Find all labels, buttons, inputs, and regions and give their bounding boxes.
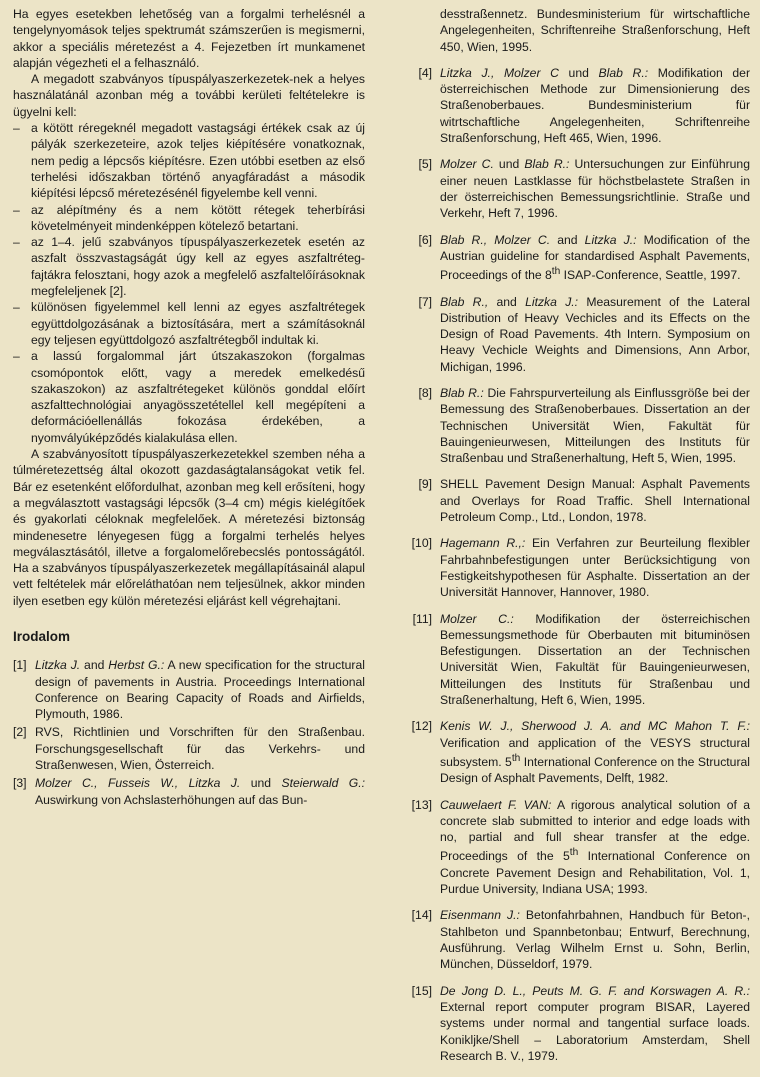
dash-bullet: – — [13, 349, 20, 364]
reference-authors: Molzer C. — [440, 157, 494, 172]
reference-connector: und — [558, 65, 599, 80]
reference-authors: Molzer C., Fusseis W., Litzka J. — [35, 776, 241, 791]
reference-number: [10] — [411, 536, 432, 551]
reference-item — [13, 724, 365, 773]
reference-item — [402, 294, 750, 375]
reference-authors: Blab R.: — [524, 157, 570, 172]
reference-continuation: desstraßennetz. Bundesministerium für wirtschaftliche Angelegenheiten, Schriftenreihe Straßenforschung, Heft 450, Wien, 1995. — [440, 7, 750, 54]
reference-text: RVS, Richtlinien und Vorschriften für den Straßenbau. Forschungsgesellschaft für das Verkehrs- und Straßenwesen, Wien, Österreich. — [35, 725, 365, 773]
superscript: th — [511, 752, 521, 764]
reference-text: Modification of the Austrian guideline for standardised Asphalt Pavements, Proceedings of the 8 — [440, 232, 750, 283]
intro-paragraph: Ha egyes esetekben lehetőség van a forgalmi terhelésnél a tengelynyomások teljes spektrumát számszerűen is megismerni, akkor a speciális méretezést a 4. Fejezetben írt munkamenet alapján végezheti el a felhasználó. — [13, 7, 365, 70]
reference-number: [11] — [412, 611, 432, 626]
superscript: th — [551, 266, 561, 278]
reference-authors: Molzer C.: — [440, 611, 514, 626]
reference-text: Auswirkung von Achslasterhöhungen auf das Bun- — [35, 792, 308, 807]
reference-text: Untersuchungen zur Einführung einer neuen Lastklasse für höchstbelastete Straßen in der österreichischen Bemessungsrichtlinie. Straße und Verkehr, Heft 7, 1996. — [440, 157, 750, 221]
reference-number: [4] — [418, 65, 432, 80]
list-item-text: különösen figyelemmel kell lenni az egyes aszfaltrétegek együttdolgozásának a biztosítására, mert a számításoknál egy teljesen együttdolgozó aszfaltrétegből indultak ki. — [31, 300, 365, 347]
reference-connector: and — [488, 294, 526, 309]
reference-authors: Steierwald G.: — [281, 776, 366, 791]
dash-bullet: – — [13, 235, 20, 250]
reference-authors: Hagemann R.,: — [440, 536, 526, 551]
reference-authors: Litzka J.: — [584, 232, 637, 247]
reference-text: External report computer program BISAR, Layered systems under normal and tangential surface loads. Konikljke/Shell – Laboratorium Amsterdam, Shell Research B. V., 1979. — [440, 999, 750, 1063]
reference-number: [1] — [13, 658, 27, 673]
reference-authors: Blab R.: — [440, 386, 484, 400]
reference-number: [12] — [411, 719, 432, 734]
reference-text: Modifikation der österreichischen Bemessungsmethode für Oberbauten mit bituminösen Befestigungen. Dissertation an der Technischen Universität Wien, Fakultät für Bauingenieurwesen, Mitteilungen des Instituts für Straßenbau und Straßenerhaltung, Heft 6, Wien, 1995. — [440, 611, 751, 708]
reference-item — [402, 476, 750, 525]
reference-item — [402, 718, 750, 786]
reference-number: [3] — [13, 776, 27, 791]
reference-authors: Cauwelaert F. VAN: — [440, 797, 552, 812]
reference-text: Ein Verfahren zur Beurteilung flexibler Fahrbahnbefestigungen unter Berücksichtigung von Festigkeitshypothesen für Asphalte. Dissertation an der Universität Hannover, Hannover, 1980. — [440, 536, 750, 600]
reference-number: [8] — [418, 386, 432, 400]
reference-text: International Conference on the Structural Design of Asphalt Pavements, Delft, 1982. — [440, 755, 750, 786]
reference-text: Measurement of the Lateral Distribution of Heavy Vechicles and its Effects on the Design of Road Pavements. 4th Intern. Symposium on Heavy Vechicle Weights and Dimensions, Ann Arbor, Michigan, 1996. — [440, 294, 750, 374]
references-heading: Irodalom — [13, 628, 71, 644]
reference-number: [14] — [411, 908, 432, 923]
reference-authors: Blab R., Molzer C. — [440, 232, 551, 247]
reference-connector: and — [80, 658, 109, 673]
list-item — [13, 234, 365, 299]
conditions-list — [13, 120, 365, 446]
reference-text: International Conference on Concrete Pavement Design and Rehabilitation, Vol. 1, Purdue University, Indiana USA; 1993. — [440, 849, 750, 897]
reference-number: [15] — [411, 983, 432, 998]
reference-text: Betonfahrbahnen, Handbuch für Beton-, Stahlbeton und Spannbetonbau; Entwurf, Berechnung, Ausführung. Verlag Wilhelm Ernst u. Sohn, Berlin, München, Düsseldorf, 1979. — [440, 908, 750, 972]
reference-authors: Litzka J.: — [525, 294, 579, 309]
reference-authors: Litzka J. — [35, 658, 81, 673]
reference-item — [402, 232, 750, 284]
list-item — [13, 299, 365, 348]
reference-authors: Kenis W. J., Sherwood J. A. and MC Mahon T. F.: — [440, 719, 750, 734]
superscript: th — [569, 847, 579, 859]
reference-number: [13] — [411, 797, 432, 812]
left-column — [13, 6, 365, 810]
reference-text: Verification and application of the VESYS structural subsystem. 5 — [440, 735, 750, 769]
reference-item — [13, 657, 365, 722]
reference-connector: and — [550, 232, 585, 247]
reference-text: A rigorous analytical solution of a concrete slab submitted to interior and edge loads with no, partial and full shear transfer at the edge. Proceedings of the 5 — [440, 797, 751, 864]
list-item-text: a lassú forgalommal járt útszakaszokon (forgalmas csomópontok előtt, vagy a meredek emelkedésű szakaszokon) az aszfaltrétegeket különös gonddal előírt aszfalttechnológiai anyagösszetétellel kell megépíteni a deformációellenállás fokozása érdekében, a nyomvályúképződés kialakulása ellen. — [31, 349, 365, 445]
list-item — [13, 120, 365, 201]
list-item-text: a kötött réregeknél megadott vastagsági értékek csak az új pályák szerkezeteire, azok teljes kiépítésére vonatkoznak, nem pedig a lépcsős kiépítésre. Ezen utóbbi esetben az első terhelési időszakban történő anyagfáradást a második kiépítési lépcső méretezésénél figyelembe kell venni. — [31, 121, 365, 201]
reference-item — [402, 535, 750, 600]
reference-authors: Herbst G.: — [108, 658, 165, 673]
reference-item — [402, 611, 750, 709]
dash-bullet: – — [13, 300, 20, 315]
reference-number: [2] — [13, 725, 27, 740]
list-item — [13, 202, 365, 235]
conditions-paragraph: A megadott szabványos típuspályaszerkezetek-nek a helyes használatánál azonban még a további kerületi feltételekre is ügyelni kell: — [13, 72, 365, 119]
reference-authors: Eisenmann J.: — [440, 908, 520, 923]
reference-number: [6] — [418, 232, 432, 247]
reference-item — [402, 156, 750, 221]
closing-paragraph: A szabványosított típuspályaszerkezetekkel szemben néha a túlméretezettség által okozott gazdaságtalanságokat vetik fel. Bár ez esetenként előfordulhat, azonban meg kell erősíteni, hogy a megválasztott vastagsági lépcsők (3–4 cm) mégis kielégítőek és gyakorlati céloknak megfelelőek. A méretezési biztonság mindenesetre lényegesen függ a forgalmi terhelés helyes megválasztásától, illetve a forgalomelőrebecslés pontosságától. Ha a szabványos típuspályaszerkezetek megállapításainál alapul vett feltételek már előreláthatóan nem teljesülnek, akkor minden ilyen esetben egy külön méretezési eljárást kell végrehajtani. — [13, 447, 365, 608]
reference-list — [13, 657, 365, 808]
list-item — [13, 348, 365, 446]
reference-list — [402, 65, 750, 1064]
list-item-text: az alépítmény és a nem kötött rétegek teherbírási követelményeit mindenképpen kötelező betartani. — [31, 202, 365, 233]
reference-item — [402, 65, 750, 146]
reference-text: SHELL Pavement Design Manual: Asphalt Pavements and Overlays for Road Traffic. Shell International Petroleum Comp., Ltd., London, 1978. — [440, 477, 750, 525]
reference-authors: De Jong D. L., Peuts M. G. F. and Korswagen A. R.: — [440, 983, 750, 998]
reference-text: Die Fahrspurverteilung als Einflussgröße bei der Bemessung des Straßenoberbaues. Dissertation an der Technischen Universität Wien, Fakultät für Bauingenieurwesen, Mitteilungen des Instituts für Straßenbau und Straßenerhaltung, Heft 5, Wien, 1995. — [440, 386, 750, 466]
dash-bullet: – — [13, 121, 20, 136]
reference-text: Modifikation der österreichischen Methode zur Dimensionierung des Straßenoberbaues. Bundesministerium für witrtschaftliche Angelegenheiten, Schriftenreihe Straßenforschung, Heft 465, Wien, 1996. — [440, 65, 750, 146]
reference-authors: Litzka J., Molzer C — [440, 65, 559, 80]
reference-number: [5] — [418, 157, 432, 172]
reference-item — [402, 797, 750, 898]
reference-item — [402, 983, 750, 1064]
reference-text: ISAP-Conference, Seattle, 1997. — [560, 268, 741, 283]
reference-item — [13, 775, 365, 808]
reference-item — [402, 907, 750, 972]
reference-connector: und — [493, 157, 525, 172]
reference-authors: Blab R., — [440, 294, 489, 309]
reference-connector: und — [240, 776, 282, 791]
reference-number: [7] — [418, 294, 432, 309]
list-item-text: az 1–4. jelű szabványos típuspályaszerkezetek esetén az aszfalt összvastagságát úgy kell az egyes aszfaltréteg-fajtákra felosztani, hogy azok a megfelelő aszfaltelőírásoknak megfeleljenek [2]. — [31, 235, 365, 299]
reference-number: [9] — [418, 477, 432, 492]
reference-text: A new specification for the structural design of pavements in Austria. Proceedings International Conference on Bearing Capacity of Roads and Airfields, Plymouth, 1986. — [35, 658, 365, 722]
reference-item — [402, 385, 750, 466]
right-column — [402, 6, 750, 1074]
dash-bullet: – — [13, 202, 20, 217]
reference-authors: Blab R.: — [598, 65, 649, 80]
